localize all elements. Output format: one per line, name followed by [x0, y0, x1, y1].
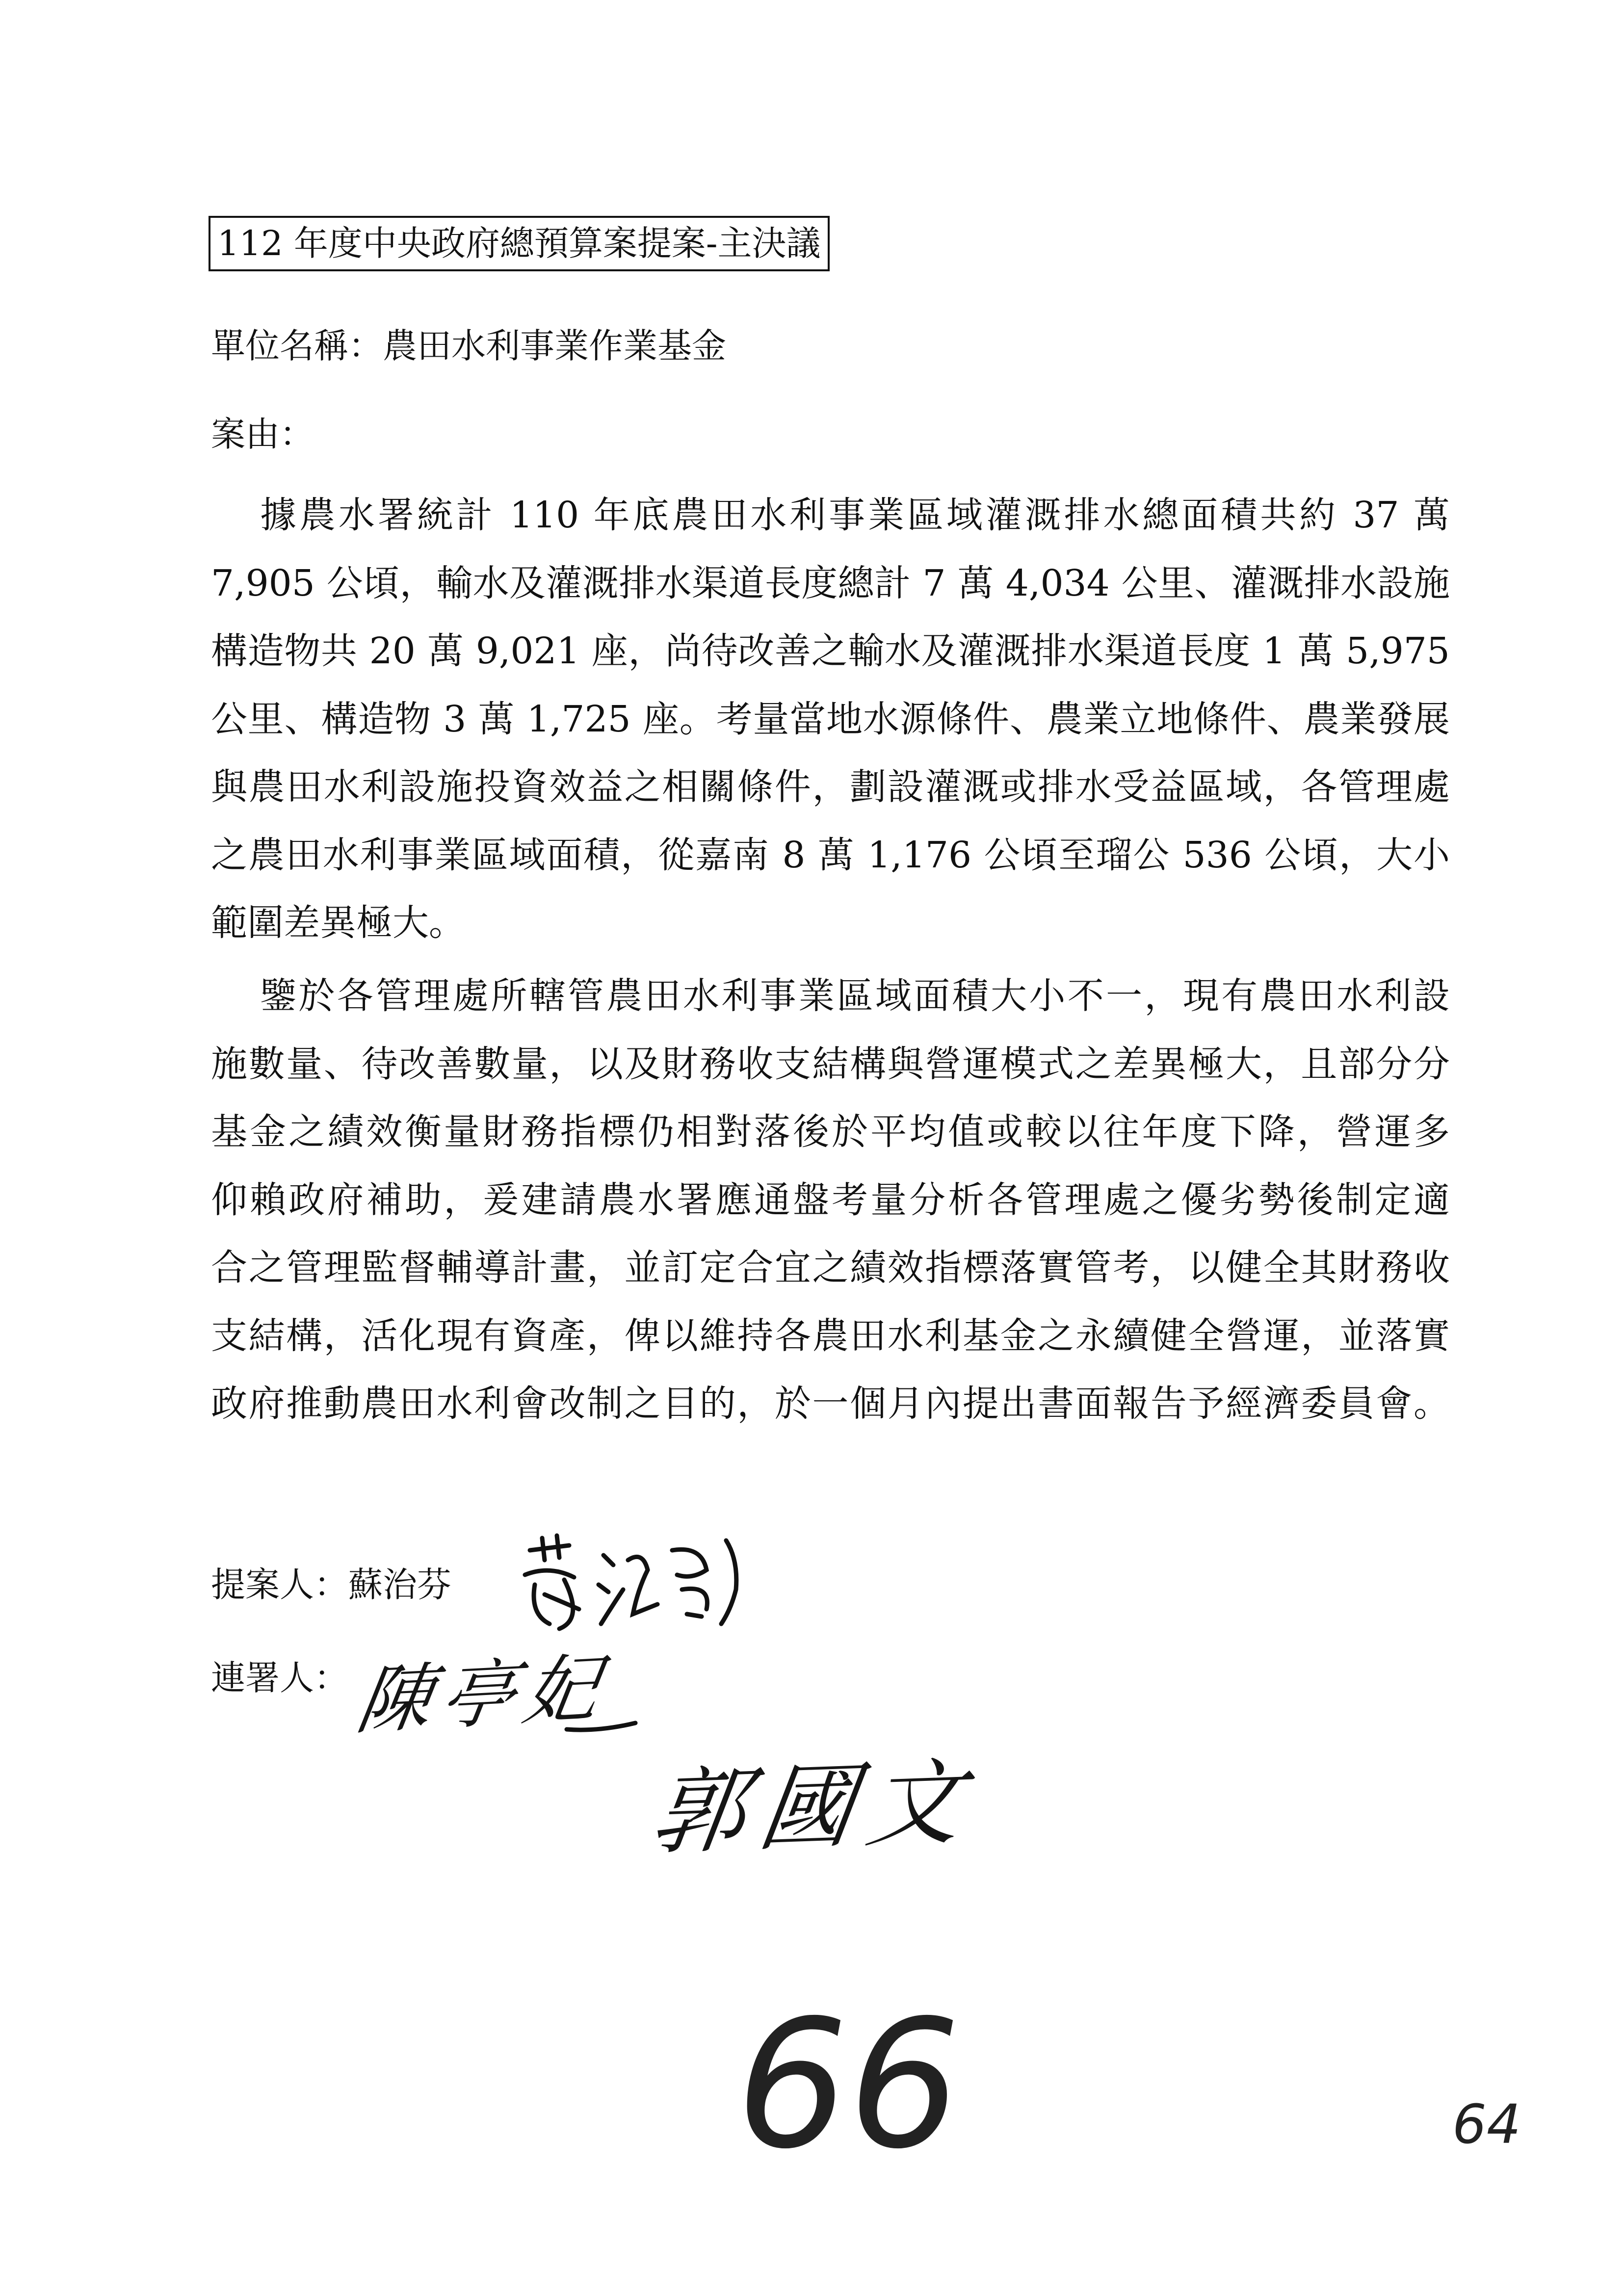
reason-label: 案由：: [211, 414, 314, 454]
handwritten-page-number: 64: [1452, 2093, 1521, 2156]
text-line: 7,905 公頃，輸水及灌溉排水渠道長度總計 7 萬 4,034 公里、灌溉排水設施: [211, 562, 1450, 604]
proposer-row: [211, 1560, 451, 1609]
cosigner-signature-2: 郭國文: [645, 1747, 984, 1868]
paragraph-2: [211, 969, 1450, 1445]
text-line: 據農水署統計 110 年底農田水利事業區域灌溉排水總面積共約 37 萬: [260, 494, 1450, 536]
cosigner-label: 連署人：: [211, 1658, 348, 1698]
paragraph-1: [211, 488, 1450, 964]
text-line: 之農田水利事業區域面積，從嘉南 8 萬 1,176 公頃至瑠公 536 公頃，大小: [211, 834, 1450, 876]
signature-tail-stroke: [564, 1717, 638, 1737]
proposer-signature: [515, 1531, 751, 1644]
text-line: 施數量、待改善數量，以及財務收支結構與營運模式之差異極大，且部分分: [211, 1043, 1450, 1085]
text-line: 鑒於各管理處所轄管農田水利事業區域面積大小不一，現有農田水利設: [260, 975, 1450, 1017]
text-line: 合之管理監督輔導計畫，並訂定合宜之績效指標落實管考，以健全其財務收: [211, 1247, 1450, 1289]
unit-name: 農田水利事業作業基金: [383, 326, 726, 366]
proposer-name: 蘇治芬: [348, 1565, 451, 1605]
cosigner-signature-1: 陳亭妃: [351, 1645, 615, 1745]
text-line: 範圍差異極大。: [211, 902, 465, 944]
text-line: 構造物共 20 萬 9,021 座，尚待改善之輸水及灌溉排水渠道長度 1 萬 5,975: [211, 630, 1450, 672]
text-line: 公里、構造物 3 萬 1,725 座。考量當地水源條件、農業立地條件、農業發展: [211, 698, 1450, 740]
text-line: 基金之績效衡量財務指標仍相對落後於平均值或較以往年度下降，營運多: [211, 1111, 1450, 1153]
handwritten-sequence-number: 66: [736, 1982, 961, 2188]
text-line: 仰賴政府補助，爰建請農水署應通盤考量分析各管理處之優劣勢後制定適: [211, 1178, 1450, 1221]
text-line: 與農田水利設施投資效益之相關條件，劃設灌溉或排水受益區域，各管理處: [211, 766, 1450, 808]
unit-label: 單位名稱：: [211, 326, 383, 366]
document-title: 112 年度中央政府總預算案提案-主決議: [209, 216, 830, 271]
proposer-label: 提案人：: [211, 1565, 348, 1605]
unit-name-row: [211, 319, 726, 373]
text-line: 政府推動農田水利會改制之目的，於一個月內提出書面報告予經濟委員會。: [211, 1383, 1450, 1425]
text-line: 支結構，活化現有資產，俾以維持各農田水利基金之永續健全營運，並落實: [211, 1314, 1450, 1357]
